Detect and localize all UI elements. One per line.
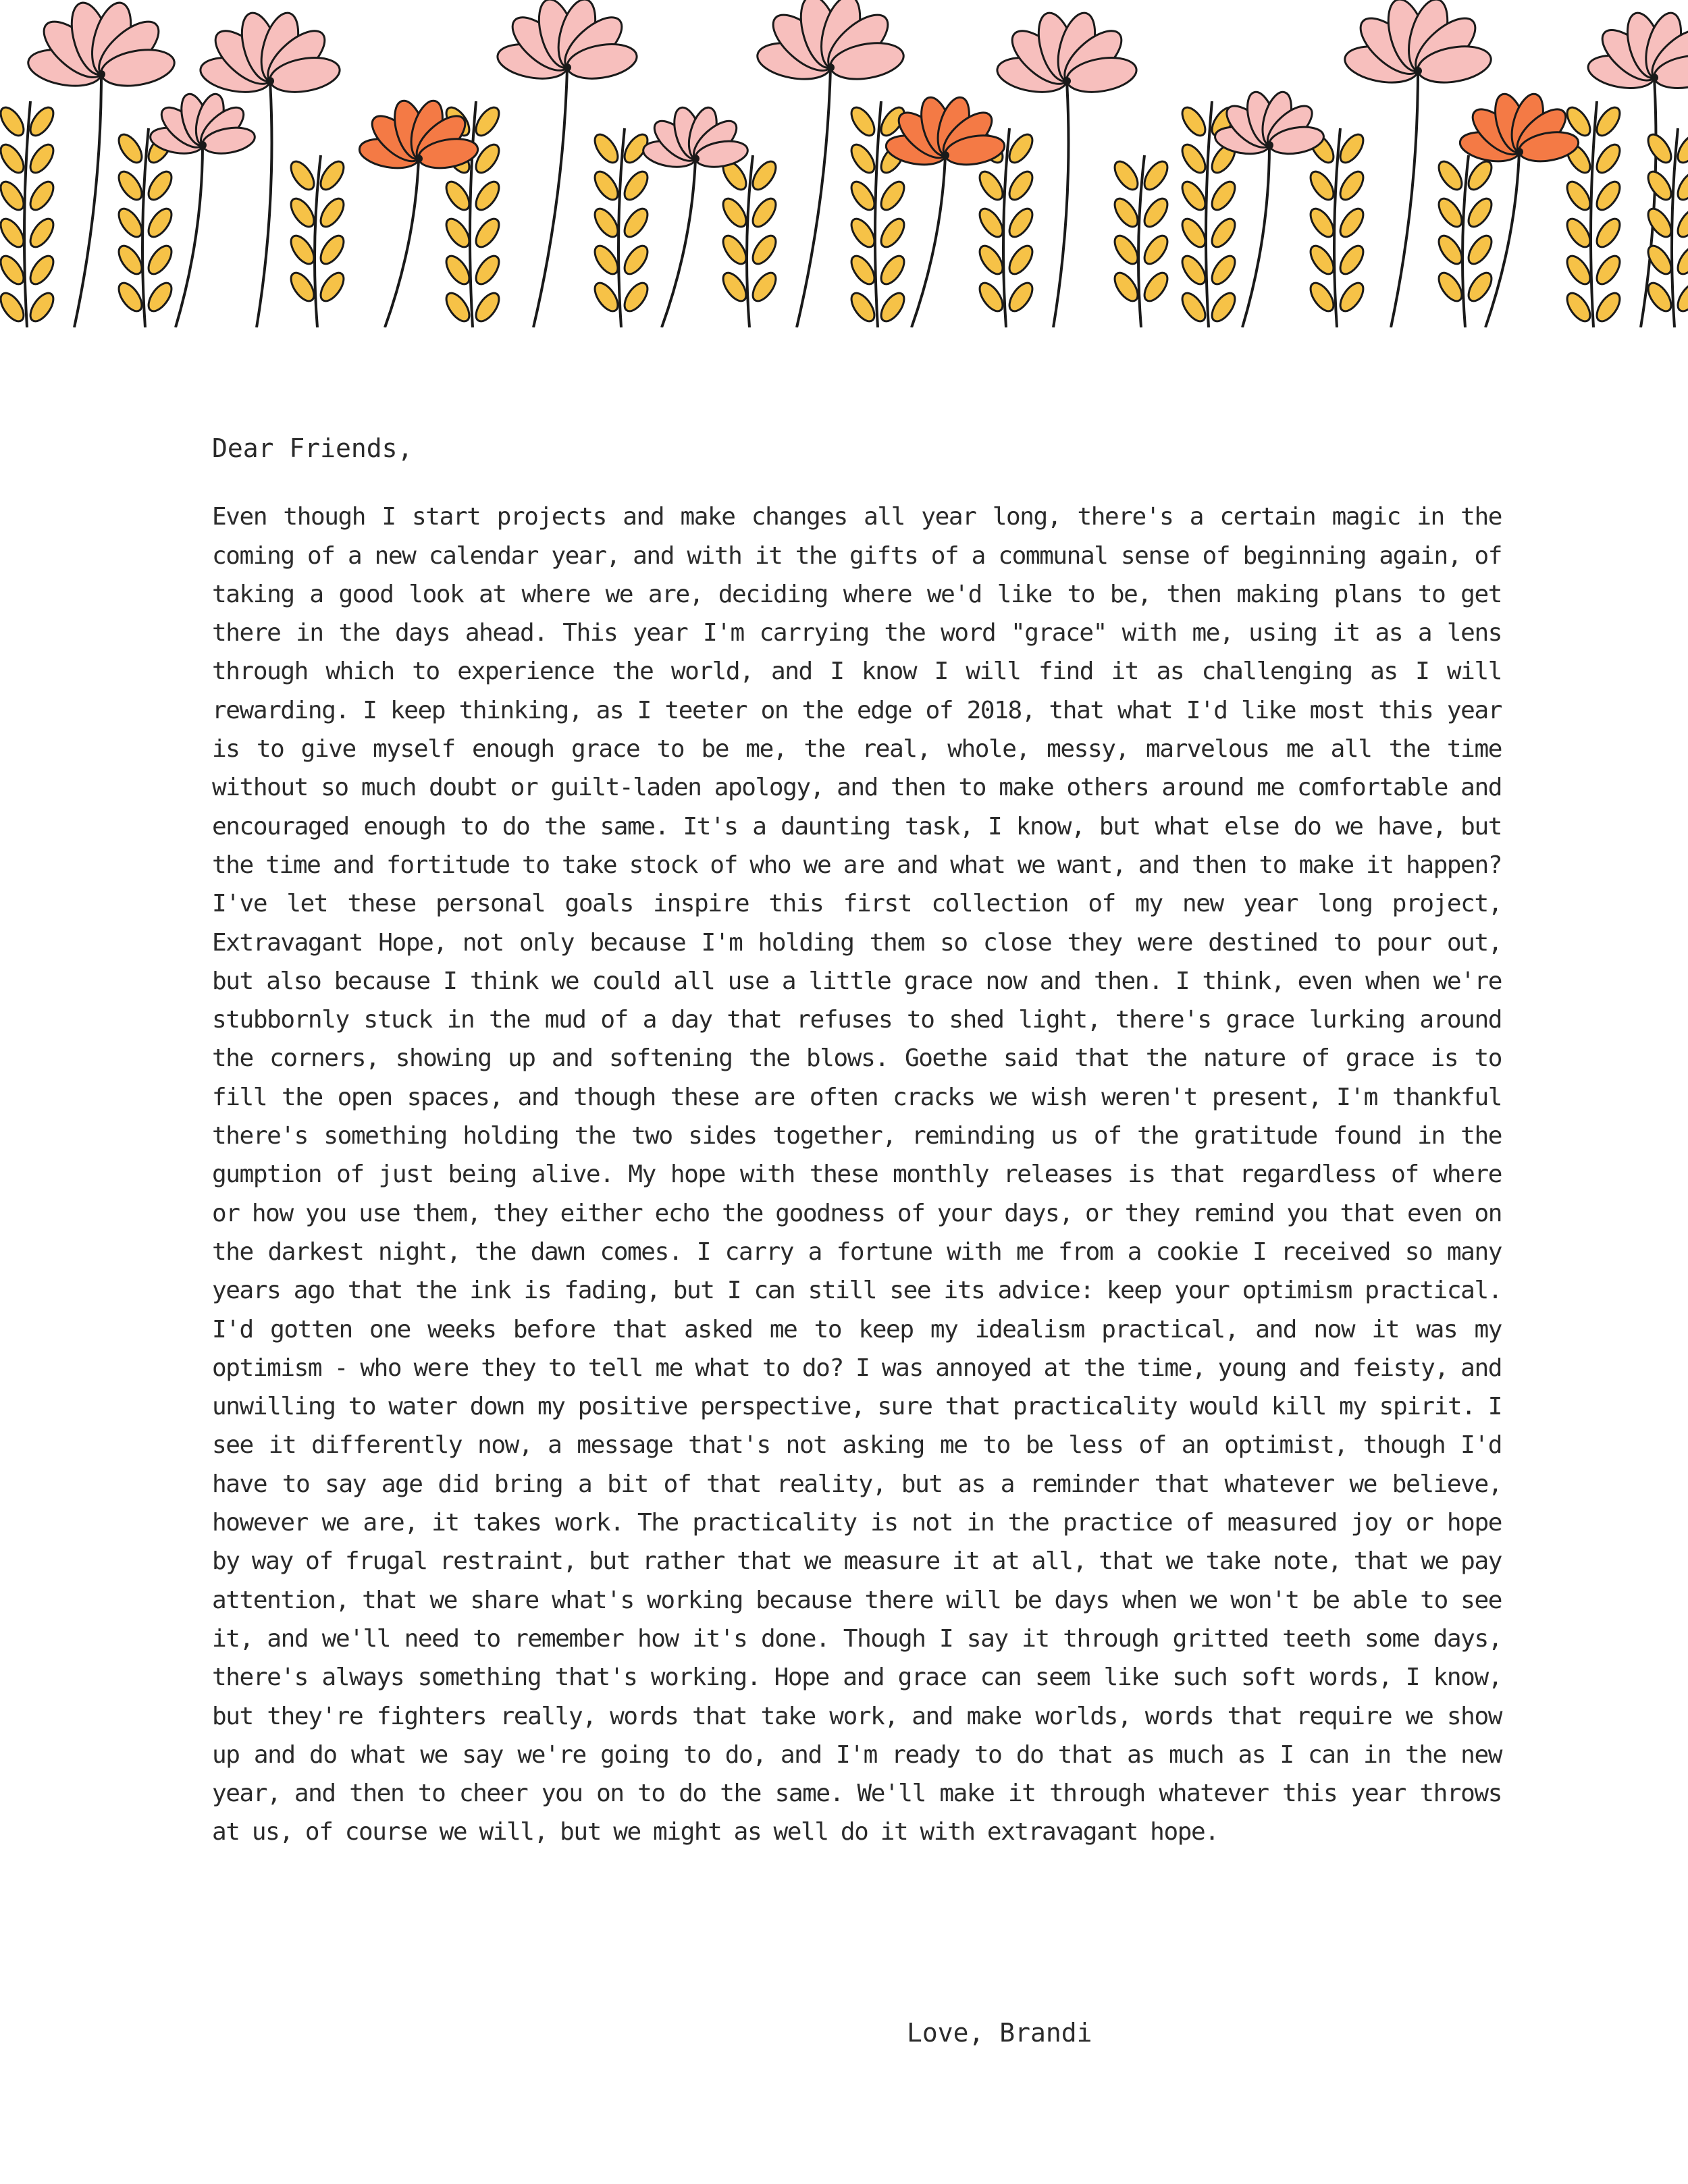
leaf-icon xyxy=(876,178,908,213)
leaf-icon xyxy=(1336,279,1367,315)
flower-center-icon xyxy=(415,155,423,163)
leaf-icon xyxy=(1643,130,1675,166)
leaf-icon xyxy=(1673,279,1688,315)
flower-center-icon xyxy=(691,155,700,163)
flower-center-icon xyxy=(826,63,835,72)
leaf-icon xyxy=(876,289,908,325)
leaf-icon xyxy=(620,205,652,240)
sprig-stem xyxy=(470,101,476,327)
leaf-icon xyxy=(1592,178,1624,213)
flower-center-icon xyxy=(941,151,949,159)
leaf-icon xyxy=(876,252,908,288)
sprig-stem xyxy=(1138,155,1144,327)
leaf-icon xyxy=(748,269,780,304)
leaf-icon xyxy=(144,279,176,315)
salutation: Dear Friends, xyxy=(212,433,413,463)
flower-center-icon xyxy=(1650,74,1658,82)
flower-stem xyxy=(533,68,567,327)
leaf-icon xyxy=(1562,178,1594,213)
sprig-stem xyxy=(1206,101,1212,327)
leaf-icon xyxy=(316,194,348,230)
leaf-icon xyxy=(1336,242,1367,277)
leaf-icon xyxy=(590,279,622,315)
sprig-stem xyxy=(747,155,753,327)
leaf-icon xyxy=(1434,194,1466,230)
flower-stem xyxy=(912,155,945,327)
sprig-stem xyxy=(24,101,30,327)
leaf-icon xyxy=(1592,140,1624,176)
leaf-icon xyxy=(1140,194,1171,230)
sprig-stem xyxy=(1591,101,1597,327)
leaf-icon xyxy=(748,194,780,230)
leaf-icon xyxy=(1592,252,1624,288)
flower-center-icon xyxy=(266,77,274,85)
leaf-icon xyxy=(0,140,28,176)
leaf-icon xyxy=(1140,232,1171,267)
leaf-icon xyxy=(748,232,780,267)
leaf-icon xyxy=(1178,140,1209,176)
flower-stem xyxy=(797,68,830,327)
flower-center-icon xyxy=(97,70,105,78)
sprig-stem xyxy=(1334,128,1340,327)
leaf-icon xyxy=(1178,103,1209,139)
leaf-icon xyxy=(1464,269,1496,304)
leaf-icon xyxy=(1005,167,1036,203)
flower-center-icon xyxy=(563,63,571,72)
leaf-icon xyxy=(1643,279,1675,315)
sprig-stem xyxy=(1672,128,1678,327)
leaf-icon xyxy=(847,289,878,325)
leaf-icon xyxy=(286,157,318,193)
leaf-icon xyxy=(975,279,1007,315)
leaf-icon xyxy=(0,289,28,325)
leaf-icon xyxy=(590,130,622,166)
flower-center-icon xyxy=(199,141,207,149)
leaf-icon xyxy=(1005,279,1036,315)
leaf-icon xyxy=(975,167,1007,203)
leaf-icon xyxy=(442,289,473,325)
leaf-icon xyxy=(1005,242,1036,277)
leaf-icon xyxy=(144,242,176,277)
flower-stem xyxy=(1391,71,1418,327)
leaf-icon xyxy=(620,279,652,315)
sprig-stem xyxy=(315,155,321,327)
leaf-icon xyxy=(26,215,57,250)
leaf-icon xyxy=(847,178,878,213)
floral-illustration xyxy=(0,0,1688,327)
leaf-icon xyxy=(471,289,503,325)
leaf-icon xyxy=(0,103,28,139)
leaf-icon xyxy=(1336,167,1367,203)
flower-stem xyxy=(385,159,419,327)
leaf-icon xyxy=(1673,205,1688,240)
leaf-icon xyxy=(144,205,176,240)
flower-center-icon xyxy=(1063,77,1071,85)
leaf-icon xyxy=(1643,167,1675,203)
leaf-icon xyxy=(114,279,146,315)
leaf-icon xyxy=(286,194,318,230)
sprig-stem xyxy=(1003,128,1009,327)
leaf-icon xyxy=(26,178,57,213)
leaf-icon xyxy=(1110,157,1142,193)
flower-stem xyxy=(1053,81,1069,327)
flower-stem xyxy=(1242,145,1269,327)
leaf-icon xyxy=(1140,269,1171,304)
leaf-icon xyxy=(1207,289,1239,325)
flower-center-icon xyxy=(1265,141,1273,149)
flower-stem xyxy=(74,74,101,327)
leaf-icon xyxy=(876,215,908,250)
leaf-icon xyxy=(1178,289,1209,325)
leaf-icon xyxy=(1336,205,1367,240)
leaf-icon xyxy=(847,103,878,139)
leaf-icon xyxy=(1434,157,1466,193)
leaf-icon xyxy=(620,167,652,203)
sprig-stem xyxy=(1462,155,1469,327)
leaf-icon xyxy=(471,215,503,250)
leaf-icon xyxy=(26,289,57,325)
leaf-icon xyxy=(1005,205,1036,240)
leaf-icon xyxy=(316,232,348,267)
sprig-stem xyxy=(142,128,149,327)
leaf-icon xyxy=(1207,178,1239,213)
leaf-icon xyxy=(471,178,503,213)
leaf-icon xyxy=(847,140,878,176)
signature: Love, Brandi xyxy=(907,2018,1092,2048)
leaf-icon xyxy=(1306,279,1338,315)
flower-stem xyxy=(257,81,272,327)
leaf-icon xyxy=(114,130,146,166)
leaf-icon xyxy=(1306,167,1338,203)
leaf-icon xyxy=(1673,167,1688,203)
leaf-icon xyxy=(1207,215,1239,250)
leaf-icon xyxy=(26,140,57,176)
leaf-icon xyxy=(1592,289,1624,325)
flower-center-icon xyxy=(1414,67,1422,75)
letter xyxy=(212,429,1502,1852)
leaf-icon xyxy=(471,252,503,288)
leaf-icon xyxy=(316,269,348,304)
leaf-icon xyxy=(620,242,652,277)
leaf-icon xyxy=(1110,194,1142,230)
leaf-icon xyxy=(1464,194,1496,230)
leaf-icon xyxy=(1592,215,1624,250)
leaf-icon xyxy=(590,167,622,203)
flower-center-icon xyxy=(1515,148,1523,156)
leaf-icon xyxy=(1464,232,1496,267)
letter-body: Even though I start projects and make changes all year long, there's a certain magic in the coming of a new calendar year, and with it the gifts of a communal sense of beginning again, of taking a good look at where we are, deciding where we'd like to be, then making plans to get there in the days ahead. This year I'm carrying the word "grace" with me, using it as a lens through which to experience the world, and I know I will find it as challenging as I will rewarding. I keep thinking, as I teeter on the edge of 2018, that what I'd like most this year is to give myself enough grace to be me, the real, whole, messy, marvelous me all the time without so much doubt or guilt-laden apology, and then to make others around me comfortable and encouraged enough to do the same. It's a daunting task, I know, but what else do we have, but the time and fortitude to take stock of who we are and what we want, and then to make it happen? I've let these personal goals inspire this first collection of my new year long project, Extravagant Hope, not only because I'm holding them so close they were destined to pour out, but also because I think we could all use a little grace now and then. I think, even when we're stubbornly stuck in the mud of a day that refuses to shed light, there's grace lurking around the corners, showing up and softening the blows. Goethe said that the nature of grace is to fill the open spaces, and though these are often cracks we wish weren't present, I'm thankful there's something holding the two sides together, reminding us of the gratitude found in the gumption of just being alive. My hope with these monthly releases is that regardless of where or how you use them, they either echo the goodness of your days, or they remind you that even on the darkest night, the dawn comes. I carry a fortune with me from a cookie I received so many years ago that the ink is fading, but I can still see its advice: keep your optimism practical. I'd gotten one weeks before that asked me to keep my idealism practical, and now it was my optimism - who were they to tell me what to do? I was annoyed at the time, young and feisty, and unwilling to water down my positive perspective, sure that practicality would kill my spirit. I see it differently now, a message that's not asking me to be less of an optimist, though I'd have to say age did bring a bit of that reality, but as a reminder that whatever we believe, however we are, it takes work. The practicality is not in the practice of measured joy or hope by way of frugal restraint, but rather that we measure it at all, that we take note, that we pay attention, that we share what's working because there will be days when we won't be able to see it, and we'll need to remember how it's done. Though I say it through gritted teeth some days, there's always something that's working. Hope and grace can seem like such soft words, I know, but they're fighters really, words that take work, and make worlds, words that require we show up and do what we say we're going to do, and I'm ready to do that as much as I can in the new year, and then to cheer you on to do the same. We'll make it through whatever this year throws at us, of course we will, but we might as well do it with extravagant hope. xyxy=(212,503,1502,1846)
floral-border xyxy=(0,0,1688,327)
flower-stem xyxy=(176,145,203,327)
leaf-icon xyxy=(1673,242,1688,277)
leaf-icon xyxy=(144,167,176,203)
leaf-icon xyxy=(26,252,57,288)
flower-stem xyxy=(662,159,695,327)
leaf-icon xyxy=(114,167,146,203)
leaf-icon xyxy=(718,194,750,230)
leaf-icon xyxy=(1207,252,1239,288)
sprig-stem xyxy=(875,101,881,327)
sprig-stem xyxy=(618,128,625,327)
leaf-icon xyxy=(1562,289,1594,325)
leaf-icon xyxy=(442,178,473,213)
leaf-icon xyxy=(1178,178,1209,213)
